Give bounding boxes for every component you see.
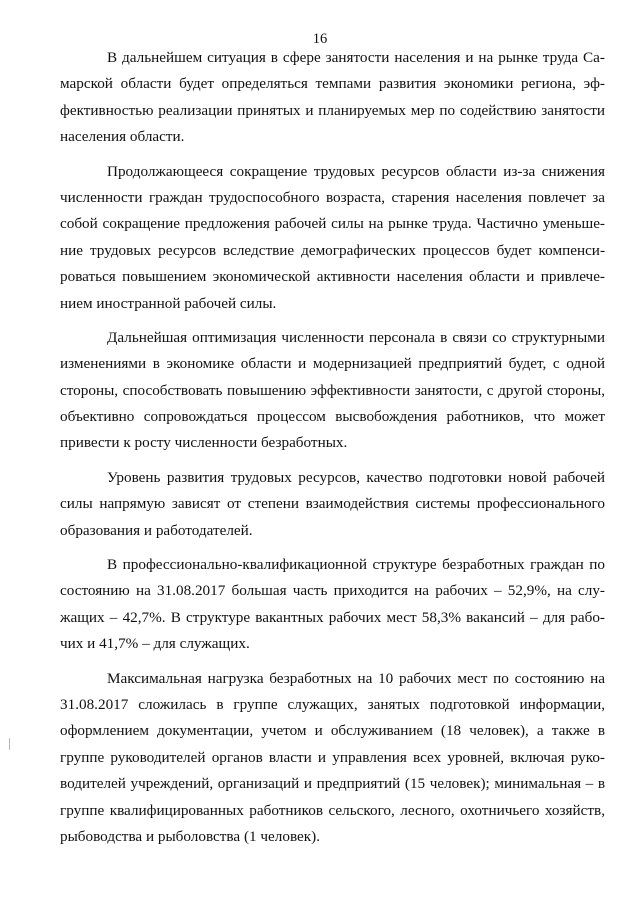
paragraph-education-cooperation <box>60 465 605 544</box>
paragraph-employment-outlook <box>60 45 605 151</box>
paragraph-line: В дальнейшем ситуация в сфере занятости населения и на рынке труда Са- <box>107 49 605 66</box>
paragraph-line: привести к росту численности безработных. <box>60 434 348 452</box>
paragraph-line: Уровень развития трудовых ресурсов, качество подготовки новой рабочей <box>107 468 605 486</box>
body-text <box>60 45 605 858</box>
paragraph-line: жащих – 42,7%. В структуре вакантных рабочих мест 58,3% вакансий – для рабо- <box>60 608 605 626</box>
paragraph-line: силы напрямую зависят от степени взаимодействия системы профессионального <box>60 495 605 513</box>
paragraph-line: Дальнейшая оптимизация численности персонала в связи со структурными <box>107 328 605 346</box>
paragraph-workload-by-group <box>60 666 605 851</box>
paragraph-line: марской области будет определяться темпами развития экономики региона, эф- <box>60 75 605 93</box>
paragraph-line: стороны, способствовать повышению эффективности занятости, с другой стороны, <box>60 381 605 399</box>
paragraph-line: группе руководителей органов власти и управления всех уровней, включая руко- <box>60 748 605 766</box>
scan-margin-mark <box>9 738 10 750</box>
paragraph-line: группе квалифицированных работников сельского, лесного, охотничьего хозяйств, <box>60 801 605 819</box>
paragraph-line: состоянию на 31.08.2017 большая часть приходится на рабочих – 52,9%, на слу- <box>60 582 605 600</box>
paragraph-staff-optimization <box>60 325 605 457</box>
paragraph-line: численности граждан трудоспособного возраста, старения населения повлечет за <box>60 188 605 206</box>
paragraph-line: Продолжающееся сокращение трудовых ресурсов области из-за снижения <box>107 162 605 180</box>
paragraph-line: изменениями в экономике области и модернизацией предприятий будет, с одной <box>60 355 605 373</box>
paragraph-line: водителей учреждений, организаций и предприятий (15 человек); минимальная – в <box>60 775 605 793</box>
paragraph-line: Максимальная нагрузка безработных на 10 рабочих мест по состоянию на <box>107 669 605 687</box>
paragraph-line: населения области. <box>60 128 185 146</box>
paragraph-line: В профессионально-квалификационной структуре безработных граждан по <box>107 556 605 574</box>
paragraph-labor-resources <box>60 159 605 317</box>
paragraph-line: объективно сопровождаться процессом высвобождения работников, что может <box>60 408 605 426</box>
paragraph-line: чих и 41,7% – для служащих. <box>60 635 250 653</box>
paragraph-unemployed-structure <box>60 552 605 658</box>
paragraph-line: фективностью реализации принятых и планируемых мер по содействию занятости <box>60 101 605 119</box>
paragraph-line: ние трудовых ресурсов вследствие демографических процессов будет компенси- <box>60 241 605 259</box>
paragraph-line: образования и работодателей. <box>60 521 253 539</box>
paragraph-line: оформлением документации, учетом и обслуживанием (18 человек), а также в <box>60 722 605 740</box>
paragraph-line: роваться повышением экономической активности населения области и привлече- <box>60 268 605 286</box>
paragraph-line: рыбоводства и рыболовства (1 человек). <box>60 827 320 845</box>
page-number: 16 <box>312 31 328 47</box>
paragraph-line: 31.08.2017 сложилась в группе служащих, занятых подготовкой информации, <box>60 695 605 713</box>
paragraph-line: собой сокращение предложения рабочей силы на рынке труда. Частично уменьше- <box>60 215 605 233</box>
paragraph-line: нием иностранной рабочей силы. <box>60 294 277 312</box>
